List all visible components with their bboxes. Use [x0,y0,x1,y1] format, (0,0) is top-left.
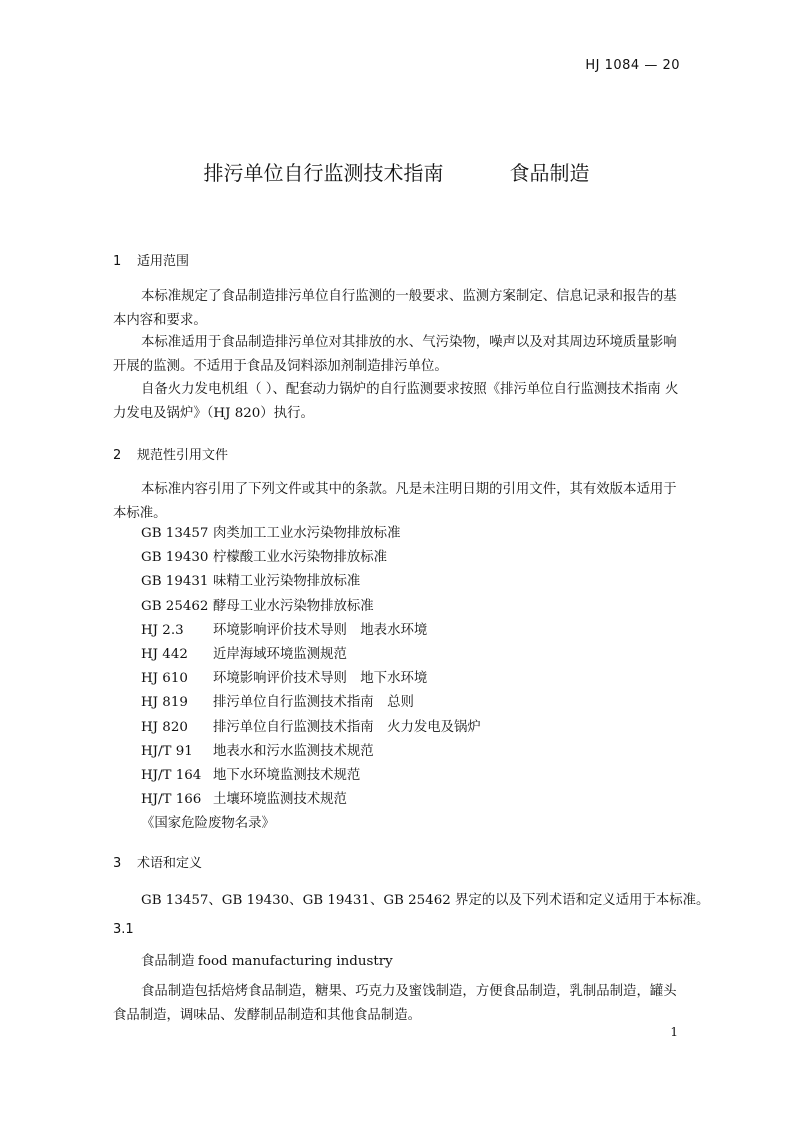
reference-title: 味精工业污染物排放标准 [213,574,361,590]
reference-code: HJ 820 [141,719,188,735]
reference-code: HJ/T 91 [141,743,193,759]
reference-title: 土壤环境监测技术规范 [213,792,347,808]
section-title: 术语和定义 [137,856,203,871]
section-1-heading [113,250,189,269]
reference-item [141,669,481,693]
term-entry [141,950,393,969]
reference-item [141,645,481,669]
section-number: 3 [113,856,122,871]
reference-item [141,597,481,621]
reference-code: GB 19430 [141,550,209,566]
subsection-number: 3.1 [113,922,134,937]
reference-title: 地表水和污水监测技术规范 [213,743,374,759]
definition-paragraph: 食品制造包括焙烤食品制造，糖果、巧克力及蜜饯制造，方便食品制造，乳制品制造，罐头食品制造，调味品、发酵制品制造和其他食品制造。 [113,984,677,1023]
term-chinese: 食品制造 [141,954,195,969]
reference-item [141,621,481,645]
reference-title: 环境影响评价技术导则 地下水环境 [213,671,428,687]
section-title: 规范性引用文件 [137,448,229,463]
standard-code: HJ 1084 — 20 [585,58,680,73]
title-main: 排污单位自行监测技术指南 [203,161,444,185]
title-sub: 食品制造 [509,161,590,185]
reference-title: 排污单位自行监测技术指南 总则 [213,695,414,711]
reference-code: GB 19431 [141,574,209,590]
reference-item [141,814,481,838]
paragraph: 自备火力发电机组（ ）、配套动力锅炉的自行监测要求按照《排污单位自行监测技术指南 火力发电及锅炉》（HJ 820）执行。 [113,382,679,421]
page-number: 1 [670,1025,678,1039]
reference-item [141,548,481,572]
section-title: 适用范围 [137,254,190,269]
reference-item [141,718,481,742]
reference-title: 《国家危险废物名录》 [141,816,275,832]
reference-title: 柠檬酸工业水污染物排放标准 [213,550,388,566]
reference-code: GB 13457 [141,526,209,541]
reference-code: GB 25462 [141,598,209,614]
reference-item [141,693,481,717]
section-3-heading [113,852,202,871]
paragraph: 本标准规定了食品制造排污单位自行监测的一般要求、监测方案制定、信息记录和报告的基本内容和要求。 [113,289,677,328]
reference-item [141,766,481,790]
reference-code: HJ 610 [141,671,188,687]
reference-title: 酵母工业水污染物排放标准 [213,598,374,614]
reference-code: HJ/T 164 [141,767,202,783]
reference-code: HJ 819 [141,695,188,711]
reference-item [141,572,481,596]
reference-title: 排污单位自行监测技术指南 火力发电及锅炉 [213,719,481,735]
paragraph: 本标准内容引用了下列文件或其中的条款。凡是未注明日期的引用文件，其有效版本适用于本标准。 [113,482,677,521]
paragraph: 本标准适用于食品制造排污单位对其排放的水、气污染物，噪声以及对其周边环境质量影响开展的监测。不适用于食品及饲料添加剂制造排污单位。 [113,335,677,374]
section-2-heading [113,444,228,463]
reference-title: 肉类加工工业水污染物排放标准 [213,526,401,541]
reference-code: HJ 442 [141,646,188,662]
reference-item [141,524,481,548]
paragraph: GB 13457、GB 19430、GB 19431、GB 25462 界定的以及下列术语和定义适用于本标准。 [141,893,710,908]
reference-item [141,790,481,814]
reference-item [141,742,481,766]
reference-title: 环境影响评价技术导则 地表水环境 [213,622,428,638]
reference-code: HJ/T 166 [141,792,202,808]
reference-list [141,524,481,838]
reference-code: HJ 2.3 [141,622,184,638]
page-title [0,157,793,186]
term-english: food manufacturing industry [197,954,393,969]
section-number: 1 [113,254,122,269]
reference-title: 近岸海域环境监测规范 [213,646,347,662]
section-number: 2 [113,448,122,463]
reference-title: 地下水环境监测技术规范 [213,767,361,783]
